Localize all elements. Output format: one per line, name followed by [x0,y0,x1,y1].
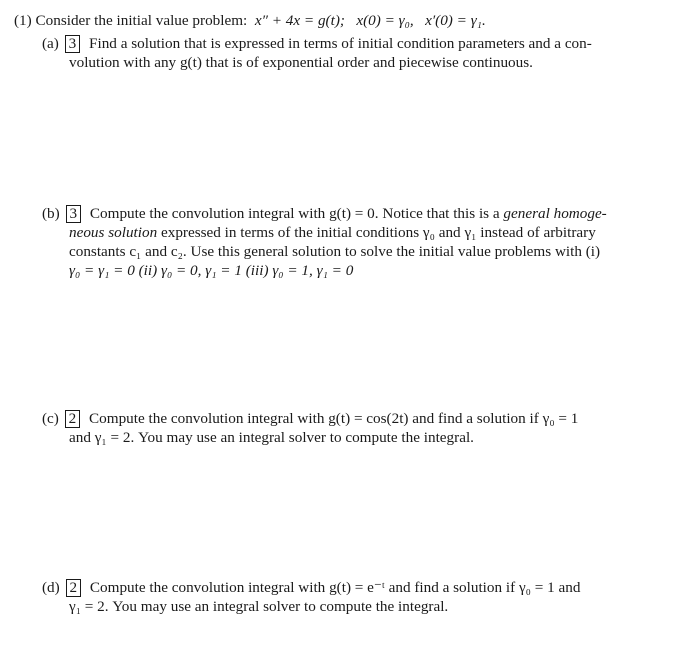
part-c-label: (c) [42,410,59,427]
problem-statement [14,11,694,30]
part-b-text-3: constants c₁ and c₂. Use this general solution to solve the initial value problems with (i) [69,243,601,260]
part-b-label: (b) [42,205,60,222]
part-c-line-1 [42,409,682,428]
part-b-emphasis-1: general homoge- [503,205,607,222]
part-d-text-2: γ₁ = 2. You may use an integral solver to compute the integral. [69,598,449,615]
part-c-points-box: 2 [65,410,81,428]
part-c-text-2: and γ₁ = 2. You may use an integral solver to compute the integral. [69,429,474,446]
part-b [42,204,682,280]
part-b-line-1 [42,204,682,223]
part-d-points-box: 2 [66,579,82,597]
part-b-text-2: expressed in terms of the initial conditions γ₀ and γ₁ instead of arbitrary [157,224,596,241]
part-c-text-1: Compute the convolution integral with g(t) = cos(2t) and find a solution if γ₀ = 1 [89,410,579,427]
part-c [42,409,682,447]
initial-condition-x: x(0) = γ₀, [356,12,414,29]
part-a-text-2: volution with any g(t) that is of exponential order and piecewise continuous. [69,54,533,71]
part-a [42,34,682,72]
ode-equation: x″ + 4x = g(t); [254,12,345,29]
part-d-text-1: Compute the convolution integral with g(t) = e⁻ᵗ and find a solution if γ₀ = 1 and [89,579,581,596]
part-b-text-4: γ₀ = γ₁ = 0 (ii) γ₀ = 0, γ₁ = 1 (iii) γ₀ = 1, γ₁ = 0 [69,262,354,279]
part-d-line-1 [42,578,682,597]
part-b-points-box: 3 [66,205,82,223]
part-b-line-2 [42,223,682,242]
part-a-label: (a) [42,35,59,52]
part-d [42,578,682,616]
part-a-text-1: Find a solution that is expressed in terms of initial condition parameters and a con- [89,35,592,52]
problem-intro: Consider the initial value problem: [35,12,248,29]
part-a-line-1 [42,34,682,53]
initial-condition-xprime: x′(0) = γ₁. [425,12,486,29]
part-b-emphasis-2: neous solution [69,224,158,241]
part-d-label: (d) [42,579,60,596]
problem-number: (1) [14,12,32,29]
part-a-points-box: 3 [65,35,81,53]
part-b-text-1: Compute the convolution integral with g(t) = 0. Notice that this is a [89,205,504,222]
